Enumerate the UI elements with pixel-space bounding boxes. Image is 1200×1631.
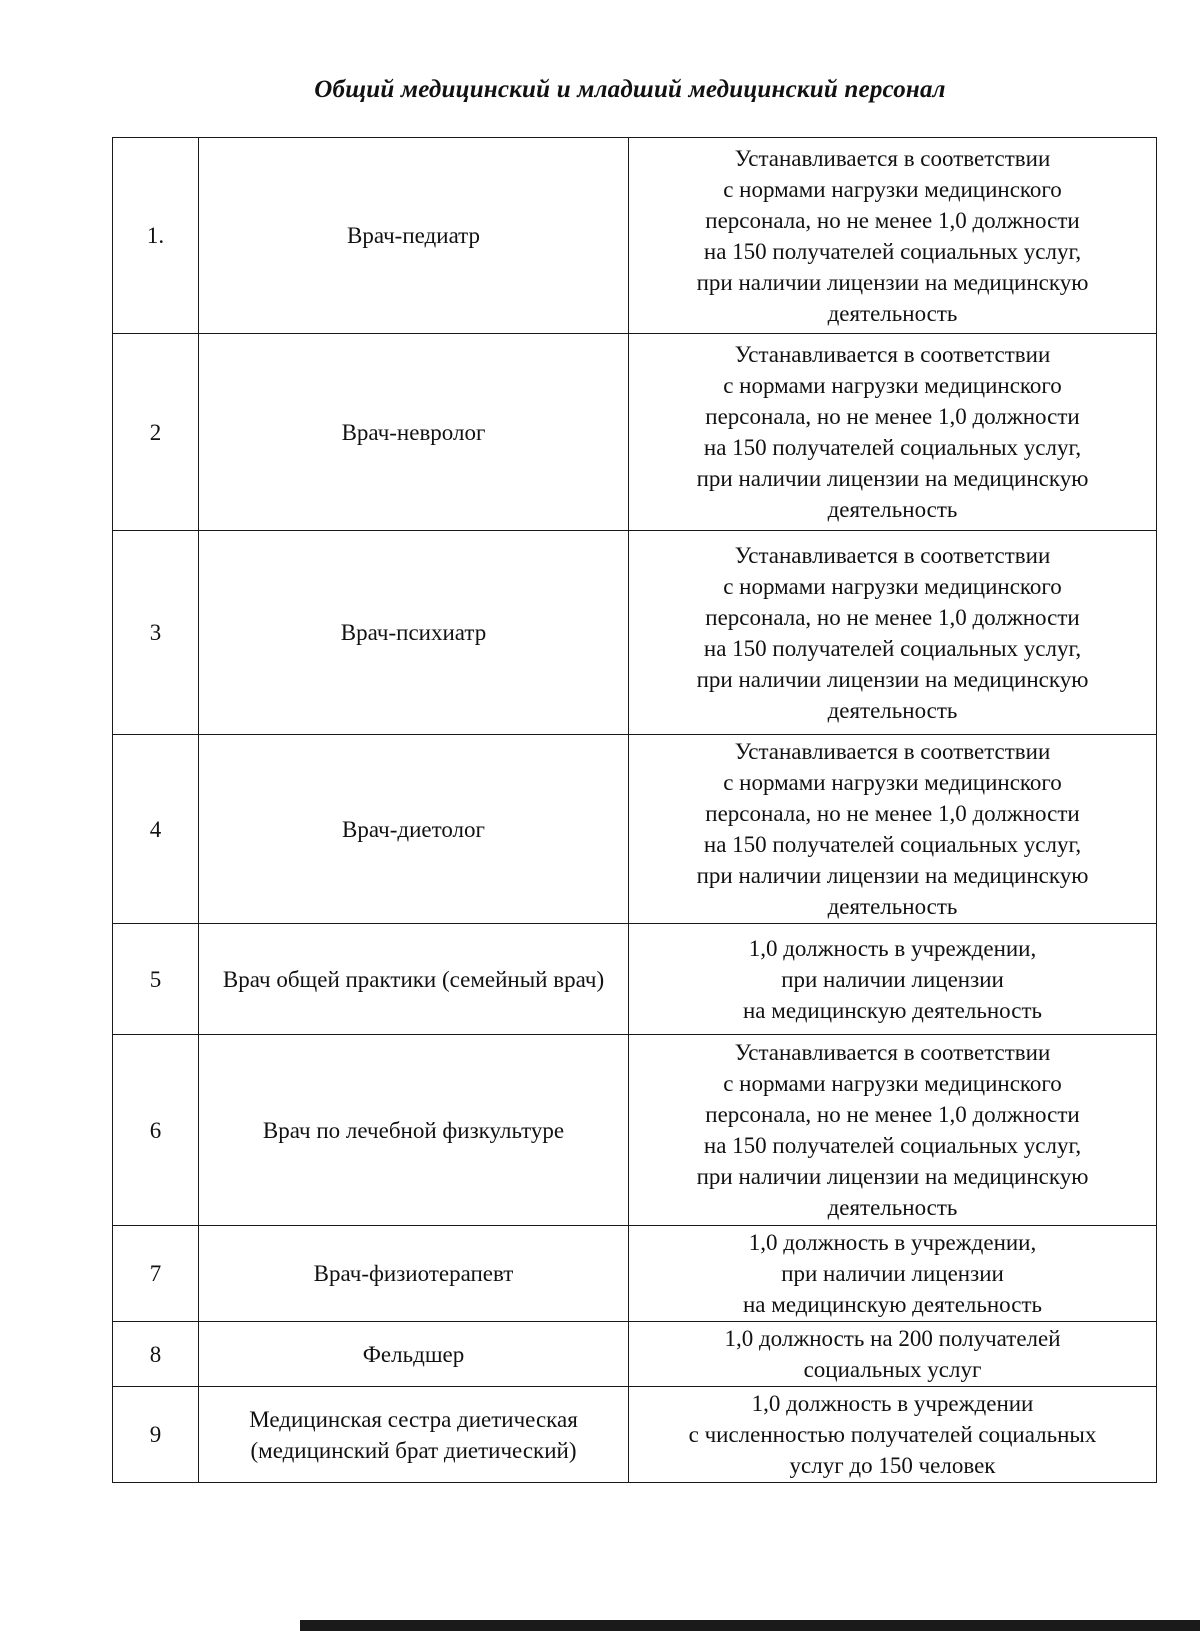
norm-line: деятельность — [827, 697, 958, 723]
norm-line: с нормами нагрузки медицинского — [723, 373, 1062, 398]
norm-line: при наличии лицензии на медицинскую — [696, 863, 1089, 888]
norm-line: на 150 получателей социальных услуг, — [703, 635, 1082, 661]
norm-line: при наличии лицензии на медицинскую — [696, 269, 1089, 295]
norm-line: Устанавливается в соответствии — [734, 739, 1051, 764]
norm-line: с нормами нагрузки медицинского — [723, 1071, 1062, 1096]
position-name: Врач-психиатр — [199, 531, 629, 735]
norm-line: деятельность — [827, 1195, 958, 1220]
norm-line: с численностью получателей социальных — [688, 1422, 1097, 1447]
norm-line: при наличии лицензии — [781, 966, 1004, 992]
scan-edge-bar — [300, 1620, 1200, 1631]
staffing-norm — [629, 735, 1157, 924]
staffing-norm — [629, 924, 1157, 1035]
norm-line: на медицинскую деятельность — [743, 997, 1042, 1023]
norm-line: персонала, но не менее 1,0 должности — [705, 604, 1080, 630]
norm-line: Устанавливается в соответствии — [734, 542, 1051, 568]
norm-line: с нормами нагрузки медицинского — [723, 770, 1062, 795]
norm-line: Устанавливается в соответствии — [734, 342, 1051, 367]
position-name: Врач общей практики (семейный врач) — [199, 924, 629, 1035]
row-number: 1. — [113, 138, 199, 334]
staffing-norm — [629, 1322, 1157, 1387]
norm-line: при наличии лицензии на медицинскую — [696, 666, 1089, 692]
norm-line: Устанавливается в соответствии — [734, 145, 1051, 171]
staffing-norm — [629, 1035, 1157, 1226]
norm-line: при наличии лицензии на медицинскую — [696, 1164, 1089, 1189]
table-row — [113, 735, 1157, 924]
staffing-norm — [629, 1226, 1157, 1322]
norm-line: персонала, но не менее 1,0 должности — [705, 207, 1080, 233]
norm-line: деятельность — [827, 300, 958, 326]
norm-line: персонала, но не менее 1,0 должности — [705, 1102, 1080, 1127]
norm-line: с нормами нагрузки медицинского — [723, 573, 1062, 599]
norm-line: с нормами нагрузки медицинского — [723, 176, 1062, 202]
norm-line: услуг до 150 человек — [789, 1453, 996, 1478]
table-row — [113, 1387, 1157, 1483]
table-row — [113, 1226, 1157, 1322]
staffing-norm — [629, 334, 1157, 531]
page-title: Общий медицинский и младший медицинский персонал — [314, 76, 946, 103]
position-name: Фельдшер — [199, 1322, 629, 1387]
norm-line: при наличии лицензии — [781, 1261, 1004, 1286]
norm-line: на медицинскую деятельность — [743, 1292, 1042, 1317]
table-row — [113, 138, 1157, 334]
staff-table — [112, 137, 1157, 1483]
staffing-norm — [629, 1387, 1157, 1483]
norm-line: при наличии лицензии на медицинскую — [696, 466, 1089, 491]
row-number: 4 — [113, 735, 199, 924]
norm-line: персонала, но не менее 1,0 должности — [705, 801, 1080, 826]
norm-line: деятельность — [827, 497, 958, 522]
position-name: Врач-физиотерапевт — [199, 1226, 629, 1322]
table-row — [113, 1035, 1157, 1226]
norm-line: 1,0 должность в учреждении, — [748, 935, 1037, 961]
norm-line: деятельность — [827, 894, 958, 919]
norm-line: социальных услуг — [803, 1357, 982, 1382]
norm-line: 1,0 должность на 200 получателей — [724, 1326, 1061, 1351]
row-number: 6 — [113, 1035, 199, 1226]
row-number: 2 — [113, 334, 199, 531]
norm-line: 1,0 должность в учреждении — [751, 1391, 1034, 1416]
norm-line: персонала, но не менее 1,0 должности — [705, 404, 1080, 429]
table-row — [113, 924, 1157, 1035]
table-row — [113, 531, 1157, 735]
position-name: Врач-педиатр — [199, 138, 629, 334]
norm-line: на 150 получателей социальных услуг, — [703, 1133, 1082, 1158]
norm-line: Устанавливается в соответствии — [734, 1040, 1051, 1065]
table-row — [113, 334, 1157, 531]
staffing-norm — [629, 138, 1157, 334]
position-name: Медицинская сестра диетическая (медицинский брат диетический) — [199, 1387, 629, 1483]
staffing-norm — [629, 531, 1157, 735]
table-row — [113, 1322, 1157, 1387]
norm-line: 1,0 должность в учреждении, — [748, 1230, 1037, 1255]
position-name: Врач-диетолог — [199, 735, 629, 924]
row-number: 3 — [113, 531, 199, 735]
row-number: 8 — [113, 1322, 199, 1387]
row-number: 5 — [113, 924, 199, 1035]
norm-line: на 150 получателей социальных услуг, — [703, 832, 1082, 857]
norm-line: на 150 получателей социальных услуг, — [703, 435, 1082, 460]
position-name: Врач-невролог — [199, 334, 629, 531]
position-name: Врач по лечебной физкультуре — [199, 1035, 629, 1226]
row-number: 9 — [113, 1387, 199, 1483]
row-number: 7 — [113, 1226, 199, 1322]
norm-line: на 150 получателей социальных услуг, — [703, 238, 1082, 264]
